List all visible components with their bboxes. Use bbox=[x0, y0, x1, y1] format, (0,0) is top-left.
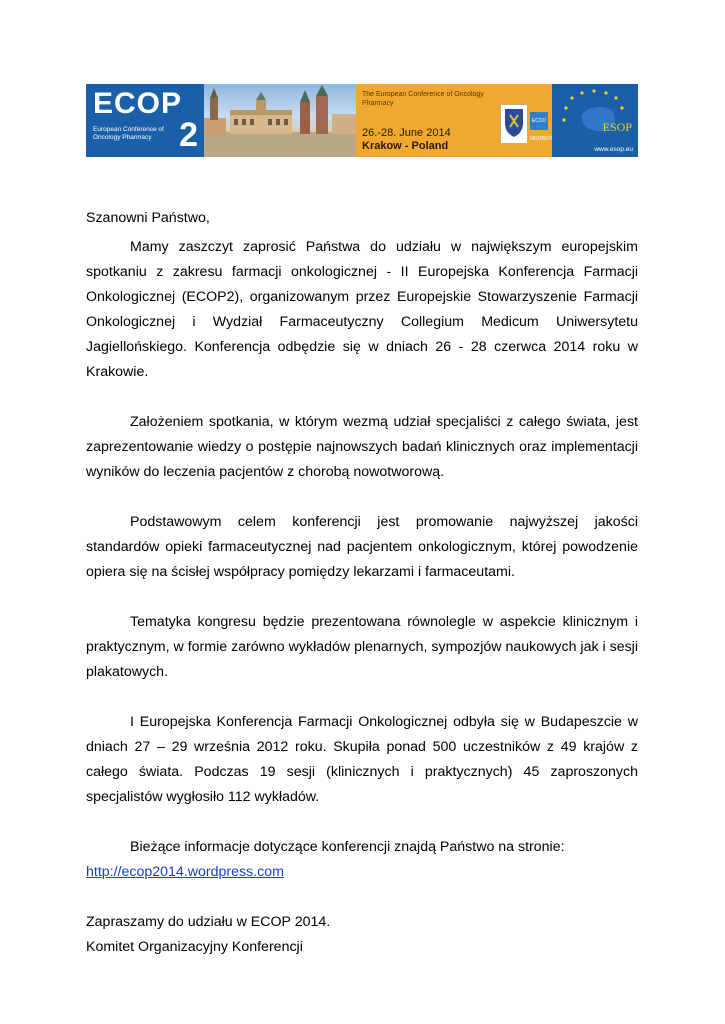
event-title: The European Conference of Oncology Pharmacy bbox=[362, 91, 484, 107]
closing-invitation: Zapraszamy do udziału w ECOP 2014. bbox=[86, 914, 331, 930]
esop-logo bbox=[552, 84, 638, 157]
paragraph-topics: Tematyka kongresu będzie prezentowana równolegle w aspekcie klinicznym i praktycznym, w formie zarówno wykładów plenarnych, sympozjów naukowych jak i sesji plakatowych. bbox=[86, 614, 638, 680]
conference-banner bbox=[86, 84, 638, 157]
ecco-member-badge: ECCO MEMBER bbox=[530, 112, 548, 130]
esop-url: www.esop.eu bbox=[594, 146, 633, 153]
paragraph-purpose: Założeniem spotkania, w którym wezmą udział specjaliści z całego świata, jest zaprezentowanie wiedzy o postępie najnowszych badań klinicznych oraz implementacji wyników do leczenia pacjentów z chorobą nowotworową. bbox=[86, 414, 638, 480]
event-date: 26.-28. June 2014 bbox=[362, 127, 451, 139]
krakow-skyline-image bbox=[204, 84, 356, 157]
info-text: Bieżące informacje dotyczące konferencji znajdą Państwo na stronie: bbox=[130, 839, 565, 855]
greeting: Szanowni Państwo, bbox=[86, 210, 210, 226]
paragraph-info bbox=[86, 835, 638, 885]
ecop2-logo bbox=[86, 84, 204, 157]
event-info-panel bbox=[356, 84, 552, 157]
esop-word: ESOP bbox=[602, 120, 632, 134]
krakow-photo bbox=[204, 84, 356, 157]
paragraph-goal: Podstawowym celem konferencji jest promowanie najwyższej jakości standardów opieki farmaceutycznej nad pacjentem onkologicznym, której powodzenie opiera się na ścisłej współpracy pomiędzy lekarzami i farmaceutami. bbox=[86, 514, 638, 580]
paragraph-invitation: Mamy zaszczyt zaprosić Państwa do udziału w największym europejskim spotkaniu z zakresu farmacji onkologicznej - II Europejska Konferencja Farmacji Onkologicznej (ECOP2), organizowanym przez Europejskie Stowarzyszenie Farmacji Onkologicznej i Wydział Farmaceutyczny Collegium Medicum Uniwersytetu Jagiellońskiego. Konferencja odbędzie się w dniach 26 - 28 czerwca 2014 roku w Krakowie. bbox=[86, 239, 638, 380]
conference-website-link[interactable]: http://ecop2014.wordpress.com bbox=[86, 864, 284, 880]
event-place: Krakow - Poland bbox=[362, 140, 449, 152]
logo-subtitle: European Conference of Oncology Pharmacy bbox=[93, 126, 164, 141]
signature: Komitet Organizacyjny Konferencji bbox=[86, 939, 303, 955]
logo-number: 2 bbox=[179, 116, 198, 154]
paragraph-history: I Europejska Konferencja Farmacji Onkologicznej odbyła się w Budapeszcie w dniach 27 – 29 września 2012 roku. Skupiła ponad 500 uczestników z 49 krajów z całego świata. Podczas 19 sesji (klinicznych i praktycznych) 45 zaproszonych specjalistów wygłosiło 112 wykładów. bbox=[86, 714, 638, 805]
letter-body bbox=[86, 206, 638, 960]
logo-word: ECOP bbox=[93, 87, 183, 120]
university-crest-icon bbox=[500, 104, 528, 144]
